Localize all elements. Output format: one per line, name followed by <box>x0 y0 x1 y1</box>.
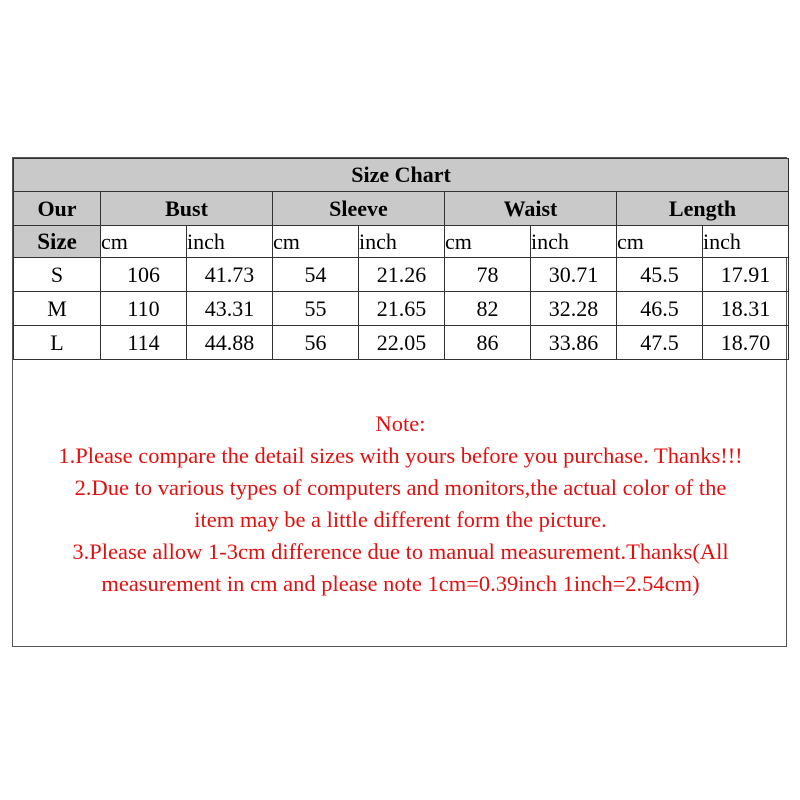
group-header-sleeve: Sleeve <box>273 192 445 226</box>
table-cell: 32.28 <box>531 292 617 326</box>
unit-inch: inch <box>531 226 617 258</box>
table-cell: 55 <box>273 292 359 326</box>
table-cell: 56 <box>273 326 359 360</box>
table-cell: 21.26 <box>359 258 445 292</box>
table-cell: 82 <box>445 292 531 326</box>
unit-inch: inch <box>703 226 789 258</box>
table-cell: 78 <box>445 258 531 292</box>
note-line: item may be a little different form the picture. <box>194 507 607 532</box>
size-table <box>13 158 789 360</box>
table-title: Size Chart <box>14 159 789 192</box>
size-label: M <box>14 292 101 326</box>
size-chart <box>12 157 787 647</box>
table-cell: 33.86 <box>531 326 617 360</box>
unit-cm: cm <box>273 226 359 258</box>
table-cell: 18.31 <box>703 292 789 326</box>
table-row <box>14 258 789 292</box>
table-cell: 114 <box>101 326 187 360</box>
table-cell: 47.5 <box>617 326 703 360</box>
table-cell: 110 <box>101 292 187 326</box>
unit-cm: cm <box>101 226 187 258</box>
size-header-size: Size <box>14 226 101 258</box>
table-cell: 46.5 <box>617 292 703 326</box>
group-header-bust: Bust <box>101 192 273 226</box>
size-label: S <box>14 258 101 292</box>
table-cell: 45.5 <box>617 258 703 292</box>
note-heading: Note: <box>375 411 426 436</box>
unit-inch: inch <box>359 226 445 258</box>
table-cell: 54 <box>273 258 359 292</box>
table-row <box>14 292 789 326</box>
table-cell: 21.65 <box>359 292 445 326</box>
note-block <box>13 408 788 600</box>
table-cell: 106 <box>101 258 187 292</box>
table-cell: 41.73 <box>187 258 273 292</box>
table-row <box>14 326 789 360</box>
table-cell: 17.91 <box>703 258 789 292</box>
size-label: L <box>14 326 101 360</box>
table-cell: 22.05 <box>359 326 445 360</box>
table-cell: 18.70 <box>703 326 789 360</box>
unit-cm: cm <box>445 226 531 258</box>
table-cell: 86 <box>445 326 531 360</box>
table-cell: 30.71 <box>531 258 617 292</box>
unit-inch: inch <box>187 226 273 258</box>
size-header-our: Our <box>14 192 101 226</box>
note-line: 2.Due to various types of computers and monitors,the actual color of the <box>74 475 727 500</box>
note-line: measurement in cm and please note 1cm=0.39inch 1inch=2.54cm) <box>101 571 700 596</box>
table-cell: 44.88 <box>187 326 273 360</box>
group-header-waist: Waist <box>445 192 617 226</box>
note-line: 3.Please allow 1-3cm difference due to manual measurement.Thanks(All <box>72 539 729 564</box>
unit-cm: cm <box>617 226 703 258</box>
group-header-length: Length <box>617 192 789 226</box>
table-cell: 43.31 <box>187 292 273 326</box>
note-line: 1.Please compare the detail sizes with yours before you purchase. Thanks!!! <box>58 443 743 468</box>
